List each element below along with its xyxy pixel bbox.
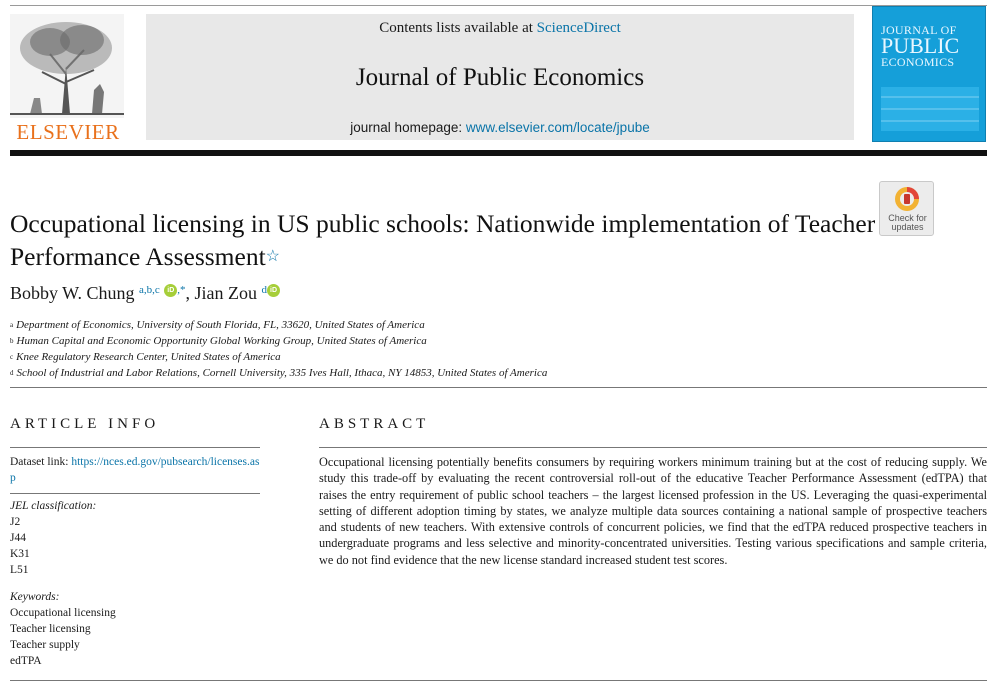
affiliation-text: Human Capital and Economic Opportunity Global Working Group, United States of America [16,335,427,347]
jel-code: K31 [10,548,30,560]
journal-masthead [146,14,854,140]
article-title [10,207,880,273]
contents-prefix: Contents lists available at [379,20,537,36]
affiliation-item [10,317,547,333]
abstract-heading: ABSTRACT [319,416,430,432]
dataset-link[interactable]: https://nces.ed.gov/pubsearch/licenses.asp [10,456,260,484]
keyword-item: Teacher licensing [10,623,91,635]
check-line1: Check for [888,213,927,223]
cover-title [881,25,981,69]
contents-line [146,20,854,37]
author-separator: , [185,283,195,303]
top-rule [10,5,987,6]
sciencedirect-link[interactable]: ScienceDirect [536,20,621,36]
affiliation-mark: c [10,353,14,361]
affiliation-item [10,333,547,349]
cover-title-line1: JOURNAL OF [881,23,957,37]
elsevier-wordmark: ELSEVIER [16,120,120,144]
orcid-icon[interactable]: iD [267,284,280,297]
journal-title: Journal of Public Economics [355,64,645,91]
jel-code: J2 [10,516,21,528]
jel-code: L51 [10,564,29,576]
affiliation-item [10,365,547,381]
keyword-item: edTPA [10,655,42,667]
abstract-rule [319,447,987,448]
abstract-text: Occupational licensing potentially benefits consumers by requiring workers minimum training but at the cost of reducing supply. We study this trade-off by evaluating the recent controversial roll-out of the educative Teacher Performance Assessment (edTPA) that raises the entry requirement of public school teachers – the largest licensed profession in the US. Leveraging the quasi-experimental setting of different adoption timing by states, we analyze multiple data sources containing a national sample of prospective teachers and students of new teachers. With extensive controls of concurrent policies, we find that the edTPA reduced prospective teachers in undergraduate programs and less selective and minority-concentrated universities. Testing various specifications and sample criteria, we do not find evidence that the new license standard increased student test scores. [319,455,987,567]
jel-classification [10,498,96,578]
dataset-rule [10,493,260,494]
check-for-updates-icon [894,186,920,212]
author-affiliation-marks[interactable]: d [261,284,268,296]
check-for-updates-label [880,214,935,232]
affiliation-mark: b [10,337,14,345]
header-divider [10,150,987,156]
bottom-rule [10,680,987,681]
check-line2: updates [891,222,924,232]
article-info-rule [10,447,260,448]
affiliation-item [10,349,547,365]
dataset-link-block [10,454,265,486]
keywords-label: Keywords: [10,591,60,603]
keyword-item: Occupational licensing [10,607,116,619]
author-name[interactable]: Bobby W. Chung [10,283,135,303]
jel-label: JEL classification: [10,500,97,512]
affiliation-text: School of Industrial and Labor Relations, Cornell University, 335 Ives Hall, Ithaca, NY 14853, United States of America [16,367,548,379]
keyword-item: Teacher supply [10,639,80,651]
section-divider [10,387,987,388]
affiliation-list [10,317,547,381]
orcid-icon[interactable]: iD [164,284,177,297]
affiliation-text: Department of Economics, University of South Florida, FL, 33620, United States of America [16,319,425,331]
cover-pattern-icon [881,87,979,131]
affiliation-mark: a [10,321,14,329]
title-footnote-star-icon[interactable]: ☆ [265,248,280,265]
cover-title-line2: PUBLIC [881,33,960,59]
homepage-prefix: journal homepage: [350,120,466,135]
dataset-label: Dataset link: [10,456,72,468]
homepage-line [146,120,854,135]
author-affiliation-marks[interactable]: a,b,c [139,284,160,296]
cover-title-line3: ECONOMICS [881,55,955,70]
check-for-updates-button[interactable] [879,181,934,236]
jel-code: J44 [10,532,26,544]
affiliation-mark: d [10,369,14,377]
article-title-text: Occupational licensing in US public schools: Nationwide implementation of Teacher Performance Assessment [10,209,876,271]
affiliation-text: Knee Regulatory Research Center, United States of America [16,351,281,363]
author-list [10,283,280,304]
journal-homepage-link[interactable]: www.elsevier.com/locate/jpube [465,120,650,135]
corresponding-author-mark[interactable]: ,* [177,284,186,296]
keywords [10,589,116,669]
article-info-heading: ARTICLE INFO [10,416,160,432]
journal-cover[interactable] [872,6,986,142]
author-name[interactable]: Jian Zou [194,283,258,303]
